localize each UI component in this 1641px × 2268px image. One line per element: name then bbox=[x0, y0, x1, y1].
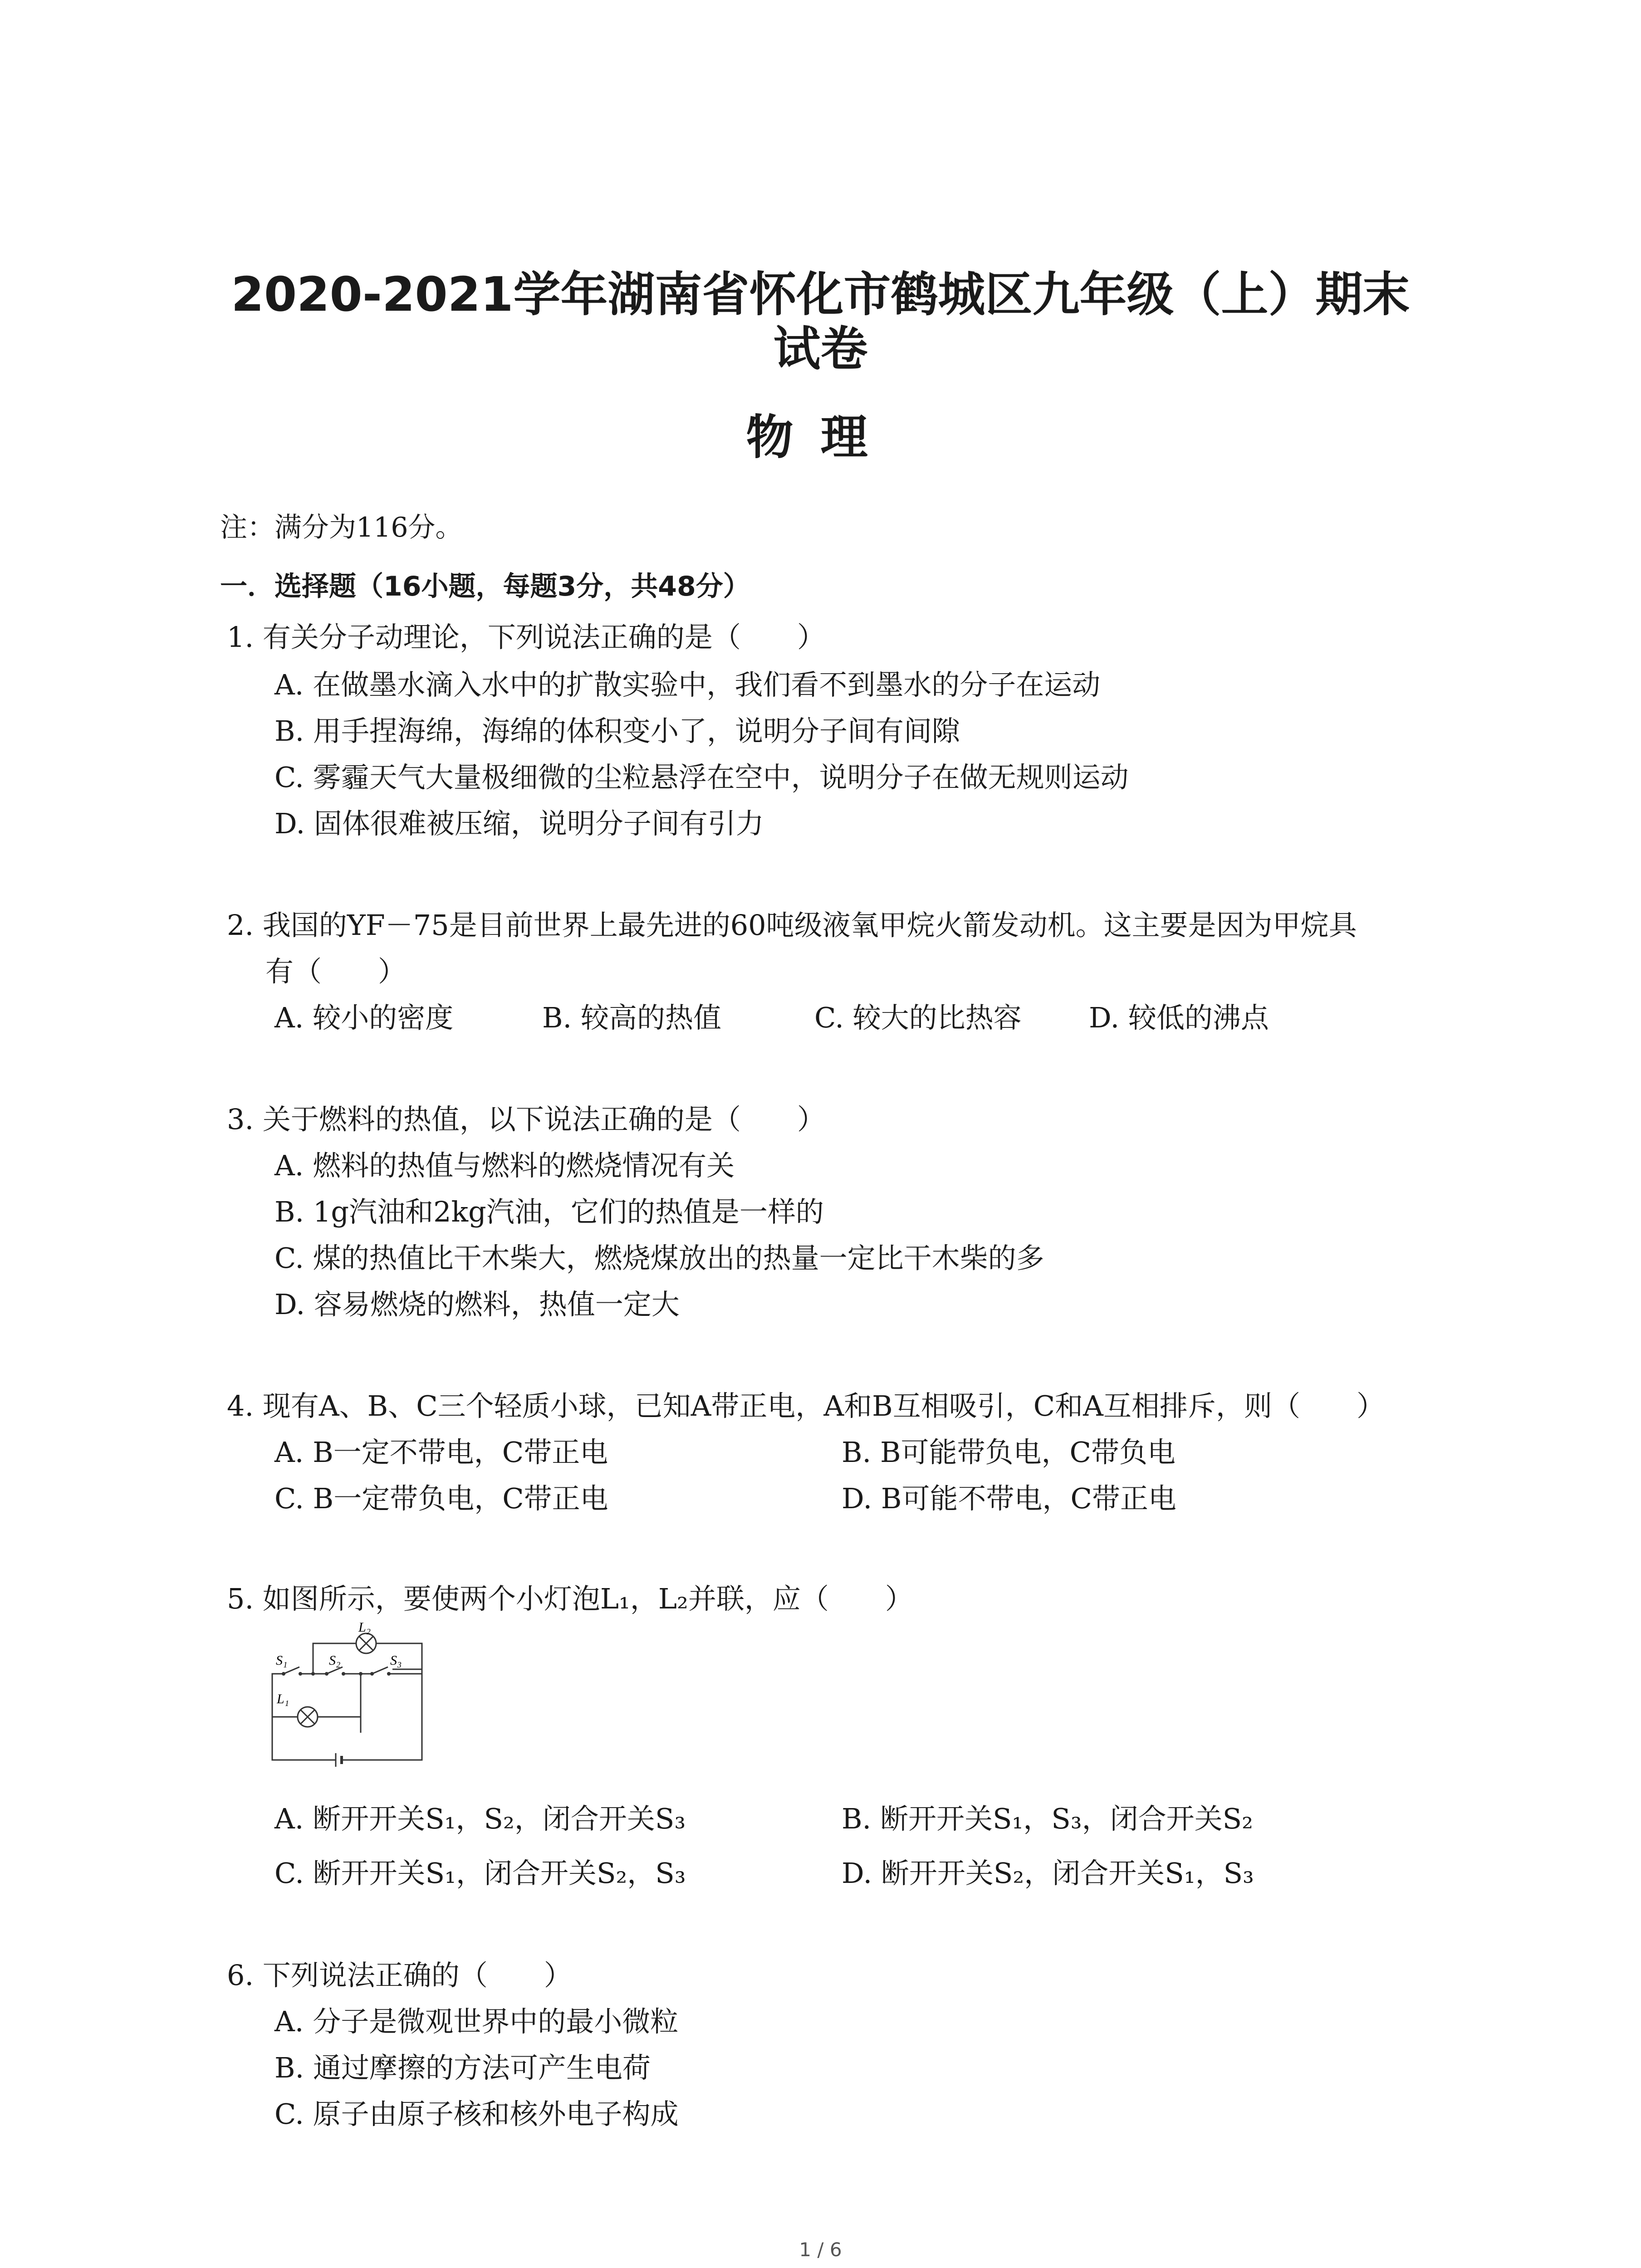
circuit-diagram bbox=[268, 1622, 431, 1771]
question-4-stem: 4. 现有A、B、C三个轻质小球，已知A带正电，A和B互相吸引，C和A互相排斥，则（ ） bbox=[227, 1389, 1385, 1422]
question-4-option-d: D. B可能不带电，C带正电 bbox=[842, 1482, 1176, 1515]
question-3-option-d: D. 容易燃烧的燃料，热值一定大 bbox=[274, 1288, 680, 1321]
question-1-option-c: C. 雾霾天气大量极细微的尘粒悬浮在空中，说明分子在做无规则运动 bbox=[274, 761, 1129, 794]
question-3-option-a: A. 燃料的热值与燃料的燃烧情况有关 bbox=[274, 1149, 735, 1182]
question-4-option-c: C. B一定带负电，C带正电 bbox=[274, 1482, 608, 1515]
question-4-option-b: B. B可能带负电，C带负电 bbox=[842, 1436, 1176, 1469]
circuit-label-l1: L₁ bbox=[277, 1691, 289, 1706]
question-6-option-b: B. 通过摩擦的方法可产生电荷 bbox=[274, 2051, 651, 2084]
question-1-option-d: D. 固体很难被压缩，说明分子间有引力 bbox=[274, 807, 764, 840]
question-2-stem-line2: 有（ ） bbox=[265, 955, 407, 988]
question-2-option-a: A. 较小的密度 bbox=[274, 1001, 454, 1034]
question-5-option-b: B. 断开开关S₁，S₃，闭合开关S₂ bbox=[842, 1802, 1253, 1835]
question-6-option-a: A. 分子是微观世界中的最小微粒 bbox=[274, 2005, 679, 2038]
circuit-label-s1: S₁ bbox=[276, 1653, 288, 1668]
question-3-option-c: C. 煤的热值比干木柴大，燃烧煤放出的热量一定比干木柴的多 bbox=[274, 1242, 1044, 1275]
question-2-option-c: C. 较大的比热容 bbox=[814, 1001, 1022, 1034]
circuit-label-s3: S₃ bbox=[390, 1653, 402, 1668]
section-heading: 一．选择题（16小题，每题3分，共48分） bbox=[220, 571, 750, 602]
question-5-option-c: C. 断开开关S₁，闭合开关S₂，S₃ bbox=[274, 1857, 686, 1890]
score-note: 注：满分为116分。 bbox=[220, 512, 463, 543]
circuit-label-s2: S₂ bbox=[329, 1653, 341, 1668]
page-number: 1 / 6 bbox=[799, 2239, 842, 2261]
exam-subject: 物理 bbox=[746, 410, 895, 465]
question-6-option-c: C. 原子由原子核和核外电子构成 bbox=[274, 2097, 679, 2131]
exam-title-line1: 2020-2021学年湖南省怀化市鹤城区九年级（上）期末 bbox=[231, 267, 1410, 322]
question-5-option-a: A. 断开开关S₁，S₂，闭合开关S₃ bbox=[274, 1802, 686, 1835]
exam-title-line2: 试卷 bbox=[773, 321, 868, 376]
question-3-option-b: B. 1g汽油和2kg汽油，它们的热值是一样的 bbox=[274, 1195, 824, 1228]
question-2-stem-line1: 2. 我国的YF－75是目前世界上最先进的60吨级液氧甲烷火箭发动机。这主要是因为甲烷具 bbox=[227, 909, 1357, 942]
question-3-stem: 3. 关于燃料的热值，以下说法正确的是（ ） bbox=[227, 1103, 825, 1136]
question-6-stem: 6. 下列说法正确的（ ） bbox=[227, 1959, 572, 1992]
question-5-stem: 5. 如图所示，要使两个小灯泡L₁，L₂并联，应（ ） bbox=[227, 1582, 913, 1615]
question-2-option-d: D. 较低的沸点 bbox=[1089, 1001, 1269, 1034]
question-1-option-b: B. 用手捏海绵，海绵的体积变小了，说明分子间有间隙 bbox=[274, 714, 960, 748]
question-1-stem: 1. 有关分子动理论，下列说法正确的是（ ） bbox=[227, 621, 825, 654]
question-1-option-a: A. 在做墨水滴入水中的扩散实验中，我们看不到墨水的分子在运动 bbox=[274, 668, 1101, 701]
question-5-option-d: D. 断开开关S₂，闭合开关S₁，S₃ bbox=[842, 1857, 1254, 1890]
circuit-label-l2: L₂ bbox=[358, 1622, 371, 1635]
question-2-option-b: B. 较高的热值 bbox=[542, 1001, 721, 1034]
question-4-option-a: A. B一定不带电，C带正电 bbox=[274, 1436, 608, 1469]
